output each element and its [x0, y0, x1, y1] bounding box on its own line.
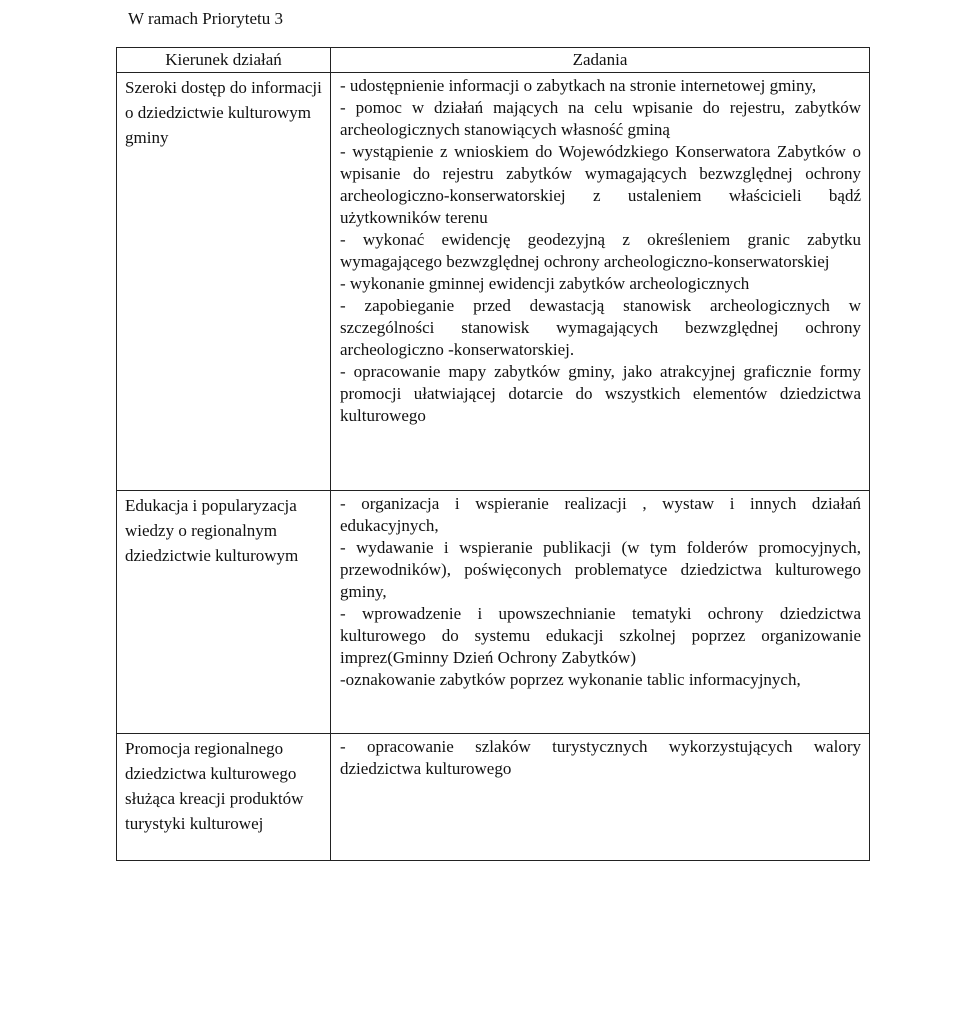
priority-table	[116, 47, 870, 861]
task-item: - pomoc w działań mających na celu wpisanie do rejestru, zabytków archeologicznych stanowiących własność gminą	[340, 98, 861, 139]
table-row	[117, 734, 870, 861]
task-item: - opracowanie szlaków turystycznych wykorzystujących walory dziedzictwa kulturowego	[340, 737, 861, 778]
action-direction-cell: Edukacja i popularyzacja wiedzy o regionalnym dziedzictwie kulturowym	[117, 491, 331, 734]
task-item: - wprowadzenie i upowszechnianie tematyki ochrony dziedzictwa kulturowego do systemu edukacji szkolnej poprzez organizowanie imprez(Gminny Dzień Ochrony Zabytków)	[340, 604, 861, 667]
task-item: -oznakowanie zabytków poprzez wykonanie tablic informacyjnych,	[340, 670, 801, 689]
tasks-cell	[331, 491, 870, 734]
task-item: - wykonać ewidencję geodezyjną z określeniem granic zabytku wymagającego bezwzględnej ochrony archeologiczno-konserwatorskiej	[340, 230, 861, 271]
task-item: - wystąpienie z wnioskiem do Wojewódzkiego Konserwatora Zabytków o wpisanie do rejestru zabytków wymagających bezwzględnej ochrony archeologiczno-konserwatorskiej z ustaleniem właścicieli bądź użytkowników terenu	[340, 142, 861, 227]
task-item: - zapobieganie przed dewastacją stanowisk archeologicznych w szczególności stanowisk wymagających bezwzględnej ochrony archeologiczno -konserwatorskiej.	[340, 296, 861, 359]
tasks-cell	[331, 734, 870, 861]
task-item: - wykonanie gminnej ewidencji zabytków archeologicznych	[340, 274, 750, 293]
task-item: - udostępnienie informacji o zabytkach na stronie internetowej gminy,	[340, 76, 817, 95]
action-direction-cell: Promocja regionalnego dziedzictwa kulturowego służąca kreacji produktów turystyki kulturowej	[117, 734, 331, 861]
table-row	[117, 73, 870, 491]
column-header-action-direction: Kierunek działań	[117, 48, 331, 73]
task-item: - opracowanie mapy zabytków gminy, jako atrakcyjnej graficznie formy promocji ułatwiającej dotarcie do wszystkich elementów dziedzictwa kulturowego	[340, 362, 861, 425]
table-header-row	[117, 48, 870, 73]
column-header-tasks: Zadania	[331, 48, 870, 73]
action-direction-cell: Szeroki dostęp do informacji o dziedzictwie kulturowym gminy	[117, 73, 331, 491]
task-item: - organizacja i wspieranie realizacji , wystaw i innych działań edukacyjnych,	[340, 494, 861, 535]
document-heading: W ramach Priorytetu 3	[128, 9, 284, 28]
table-row	[117, 491, 870, 734]
tasks-cell	[331, 73, 870, 491]
task-item: - wydawanie i wspieranie publikacji (w tym folderów promocyjnych, przewodników), poświęconych problematyce dziedzictwa kulturowego gminy,	[340, 538, 861, 601]
